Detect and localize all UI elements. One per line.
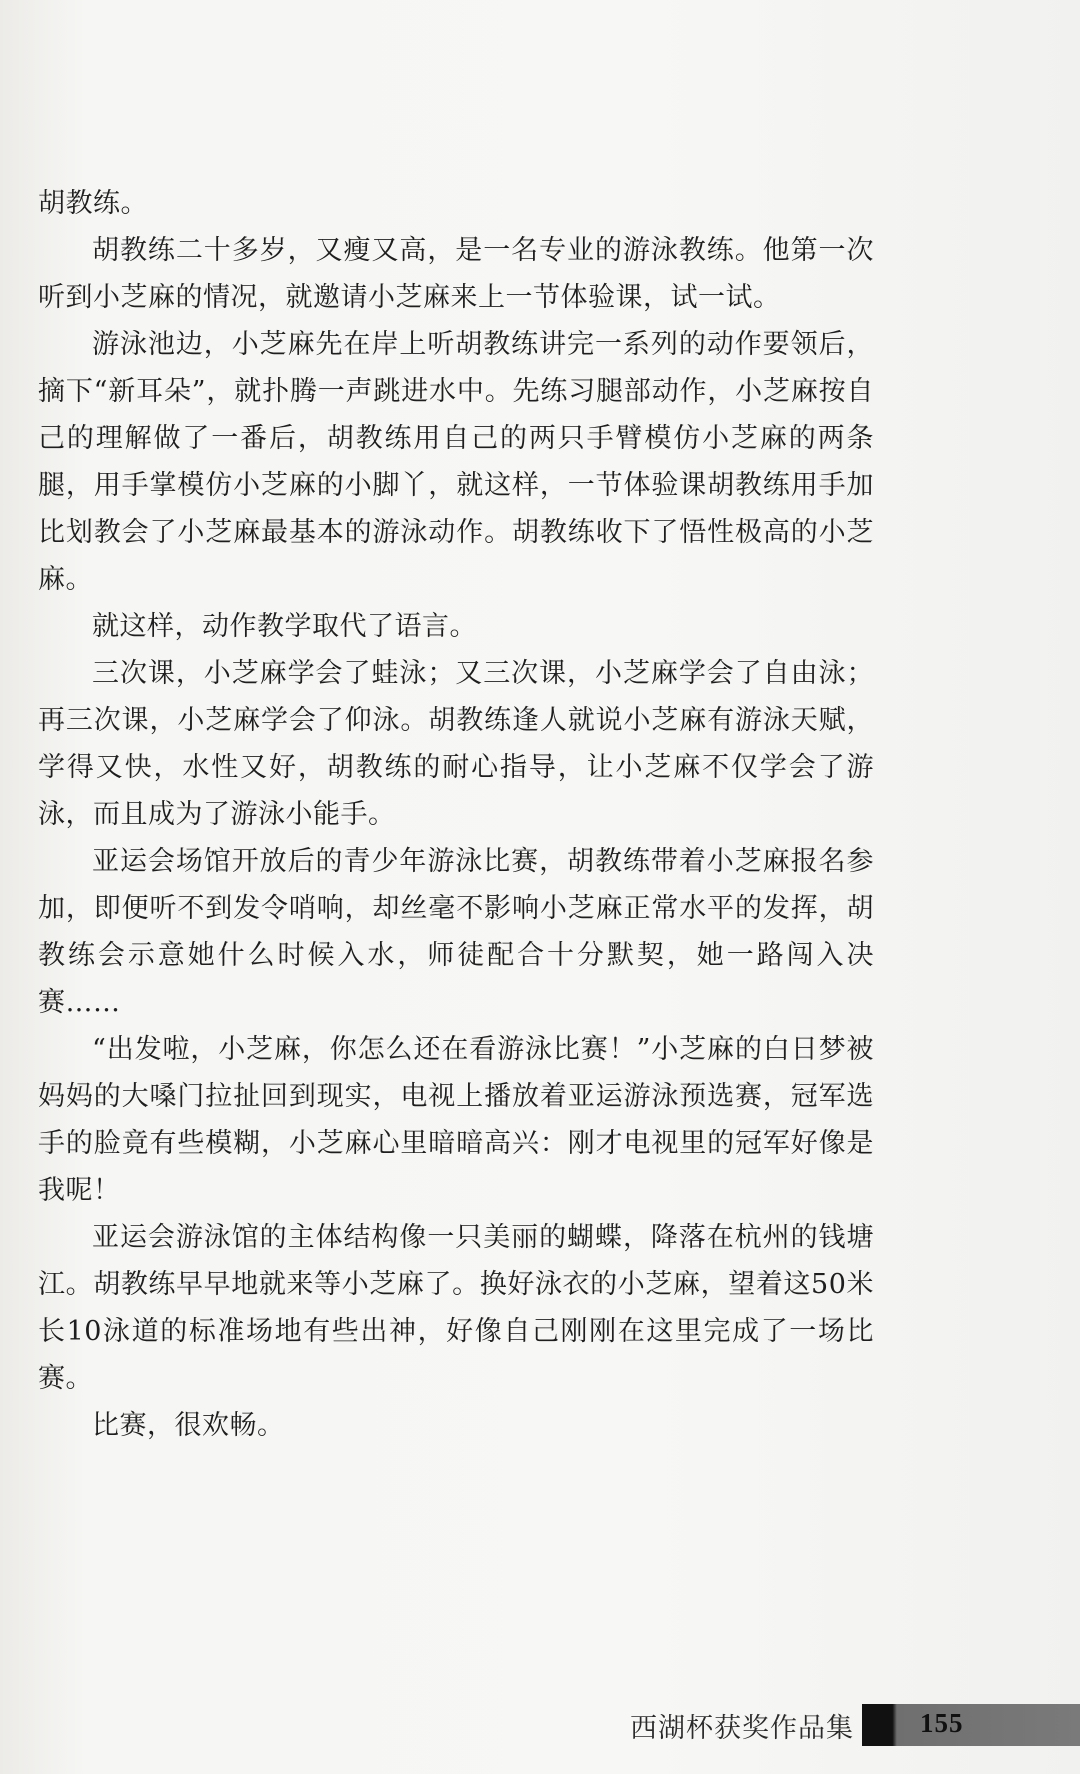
paragraph: 比赛，很欢畅。 <box>92 1410 285 1441</box>
paragraph: 亚运会游泳馆的主体结构像一只美丽的蝴蝶，降落在杭州的钱塘江。胡教练早早地就来等小芝麻了。换好泳衣的小芝麻，望着这50米长10泳道的标准场地有些出神，好像自己刚刚在这里完成了一场比赛。 <box>38 1222 874 1394</box>
page-footer <box>0 1702 1080 1750</box>
paragraph: 游泳池边，小芝麻先在岸上听胡教练讲完一系列的动作要领后，摘下“新耳朵”，就扑腾一声跳进水中。先练习腿部动作，小芝麻按自己的理解做了一番后，胡教练用自己的两只手臂模仿小芝麻的两条腿，用手掌模仿小芝麻的小脚丫，就这样，一节体验课胡教练用手加比划教会了小芝麻最基本的游泳动作。胡教练收下了悟性极高的小芝麻。 <box>38 329 874 595</box>
paragraph: 就这样，动作教学取代了语言。 <box>92 611 477 642</box>
paragraph: “出发啦，小芝麻，你怎么还在看游泳比赛！”小芝麻的白日梦被妈妈的大嗓门拉扯回到现实，电视上播放着亚运游泳预选赛，冠军选手的脸竟有些模糊，小芝麻心里暗暗高兴：刚才电视里的冠军好像是我呢！ <box>38 1034 874 1206</box>
page-number: 155 <box>920 1708 964 1738</box>
page-number-tab <box>862 1704 1080 1746</box>
paragraph: 胡教练。 <box>38 188 148 219</box>
paragraph: 胡教练二十多岁，又瘦又高，是一名专业的游泳教练。他第一次听到小芝麻的情况，就邀请小芝麻来上一节体验课，试一试。 <box>38 235 874 313</box>
story-body <box>38 180 874 1449</box>
paragraph: 三次课，小芝麻学会了蛙泳；又三次课，小芝麻学会了自由泳；再三次课，小芝麻学会了仰泳。胡教练逢人就说小芝麻有游泳天赋，学得又快，水性又好，胡教练的耐心指导，让小芝麻不仅学会了游泳，而且成为了游泳小能手。 <box>38 658 874 830</box>
paragraph: 亚运会场馆开放后的青少年游泳比赛，胡教练带着小芝麻报名参加，即便听不到发令哨响，却丝毫不影响小芝麻正常水平的发挥，胡教练会示意她什么时候入水，师徒配合十分默契，她一路闯入决赛…… <box>38 846 874 1018</box>
collection-title: 西湖杯获奖作品集 <box>630 1713 854 1744</box>
